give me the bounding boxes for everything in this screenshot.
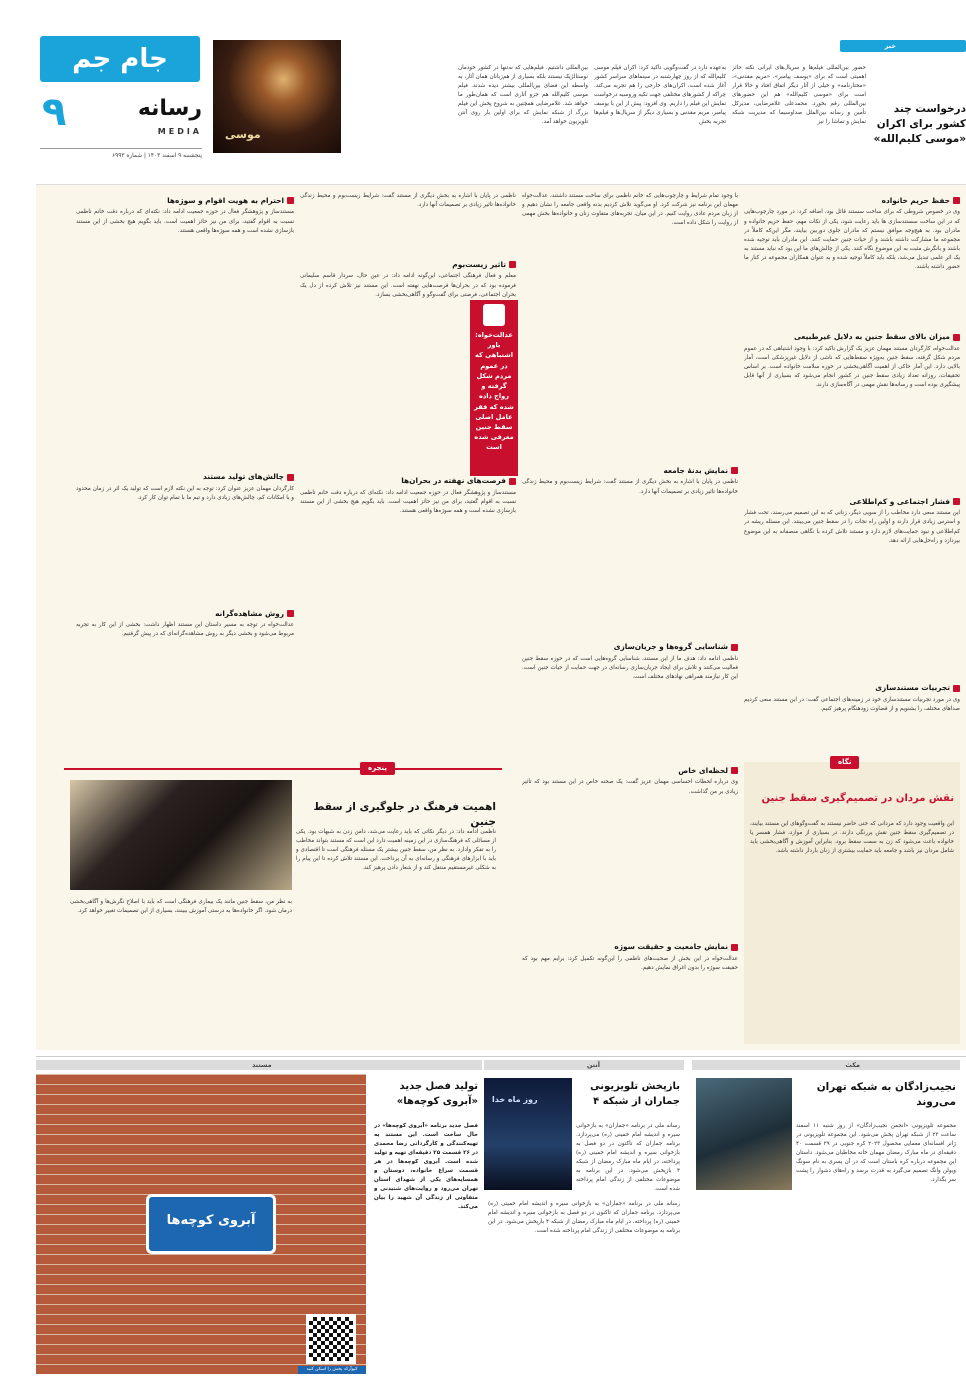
paragraph: ناظمی در پایان با اشاره به بخش دیگری از مستند گفت: شرایط زیست‌بوم و محیط زندگی خانواده‌ها تاثیر زیادی بر تصمیمات آنها دارد.: [522, 479, 738, 495]
main-col-2: [522, 192, 738, 752]
tv1-title: نجیب‌زادگان به شبکه تهران می‌روند: [816, 1081, 956, 1109]
subhead: فشار اجتماعی و کم‌اطلاعی: [849, 496, 950, 506]
paragraph: وی درباره لحظات احساسی مهمان عزیز گفت: یک صحنه خاص در این مستند بود که تأثیر زیادی بر من گذاشت.: [522, 779, 738, 795]
kicker-bar: [840, 40, 966, 52]
divider: [36, 1056, 966, 1057]
main-col-2-lower: [522, 762, 738, 1044]
section-icon: [287, 197, 294, 204]
subhead: نمایش بدنهٔ جامعه: [663, 466, 728, 475]
tv1-text: مجموعه تلویزیونی «انجمن نجیب‌زادگان» از روز شنبه ۱۱ اسفند ساعت ۲۳ از شبکه تهران پخش می‌شود. این مجموعه تلویزیونی در ژانر افسانه‌ای معمایی محصول ۲۰۲۳ کره جنوبی در ۲۹ قسمت ۴۰ دقیقه‌ای در ماه مبارک رمضان مهمان خانه مخاطبان می‌شود. داستان این مجموعه درباره کره باستان است که در آن پسری به نام سونگ وبولن وانگ تصمیم می‌گیرد به قدرت برسد و راه‌های دشوار را پشت سر بگذارد.: [796, 1123, 956, 1184]
subhead: میزان بالای سقط جنین به دلایل غیرطبیعی: [793, 332, 950, 342]
section-icon: [953, 498, 960, 505]
tv2-kicker: آنتن: [586, 1061, 600, 1069]
qr-caption: کیوآرکد پخش را اسکن کنید: [298, 1366, 366, 1374]
page-number: ۹: [42, 89, 67, 135]
section-icon: [509, 261, 516, 268]
tv3-title: تولید فصل جدید «آبروی کوچه‌ها»: [396, 1081, 478, 1107]
subhead: نمایش جامعیت و حقیقت سوژه: [614, 942, 728, 952]
section-icon: [731, 644, 738, 651]
top-story-col1: حضور بین‌المللی فیلم‌ها و سریال‌های ایرانی نکته حائز اهمیتی است که برای «یوسف پیامبر»، «مریم مقدس»، «مختارنامه» و خیلی از آثار دیگر اتفاق افتاد و حالا قرار است برای «موسی کلیم‌الله» هم این حضورهای بین‌المللی رقم بخورد. محمدعلی غلامرضایی، مدیرکل تأمین و رسانه بین‌الملل صداوسیما که مدیریت شبکه نمایش و تماشا را نیز: [732, 65, 866, 126]
subhead: فرصت‌های نهفته در بحران‌ها: [401, 476, 506, 486]
tv1-photo: [696, 1078, 792, 1190]
window-box: [64, 764, 502, 1042]
section-icon: [731, 944, 738, 951]
window-side-text: به نظر من، سقط جنین مانند یک بیماری فرهنگی است که باید با اصلاح نگرش‌ها و آگاهی‌بخشی درمان شود. اگر خانواده‌ها به درستی آموزش ببینند، بسیاری از این تصمیمات تغییر خواهد کرد.: [70, 899, 292, 915]
tv1-kicker: مکث: [845, 1061, 860, 1069]
street-sign: [146, 1194, 276, 1254]
subhead: احترام به هویت اقوام و سوژه‌ها: [167, 196, 284, 205]
subhead: تجربیات مستندسازی: [875, 683, 950, 693]
paragraph: معلم و فعال فرهنگی اجتماعی، این‌گونه ادامه داد: در عین حال، سردار قاسم سلیمانی فرموده بود که در بحران‌ها فرصت‌هایی نهفته است. این مستند نیز تلاش کرده از دل یک بحران اجتماعی، فرصتی برای گفت‌وگو و آگاهی‌بخشی بسازد.: [300, 273, 516, 298]
masthead: [36, 36, 206, 166]
glance-box: [744, 758, 960, 1044]
section-icon: [731, 467, 738, 474]
subhead: حفظ حریم خانواده: [881, 196, 950, 205]
tv2-photo-overlay: روز ماه خدا: [492, 1095, 538, 1104]
subhead: روش مشاهده‌گرانه: [215, 608, 284, 618]
logo: جام جم: [40, 36, 200, 82]
tv2-title: بازپخش تلویزیونی جماران از شبکه ۴: [590, 1081, 680, 1107]
tv1-box: [692, 1060, 960, 1376]
subhead: لحظه‌ای خاص: [678, 766, 728, 775]
paragraph: ناظمی ادامه داد: هدف ما از این مستند، شناسایی گروه‌هایی است که در حوزه سقط جنین فعالیت می‌کنند و تلاش برای ایجاد جریان‌سازی رسانه‌ای در جهت حمایت از حیات جنین است. این کار نیازمند همراهی نهادهای مختلف است.: [522, 655, 738, 681]
section-icon: [731, 767, 738, 774]
kicker-bar: [692, 1060, 960, 1070]
tv3-poster: [36, 1074, 366, 1374]
kicker: خبر: [884, 42, 896, 50]
section-icon: [287, 610, 294, 617]
paragraph: با وجود تمام شرایط و چارچوب‌هایی که خانم ناظمی برای ساخت مستند داشتند، عدالت‌خواه مهمان این برنامه نیز شرکت کرد. او می‌گوید تلاش کردیم بدنه واقعی جامعه را نشان دهیم و از زبان مردم عادی روایت کنیم. در این میان، تجربه‌های متفاوت زنان و خانواده‌ها بخش مهمی از روایت را شکل داده است.: [522, 193, 738, 227]
paragraph: وی در خصوص شروطی که برای ساخت سستند قائل بود، اضافه کرد: در مورد چارچوب‌هایی که در این ساخت سستند‌سازی ها باید رعایت شود، یکی از نکات مهم، حفظ حریم خانواده و مادران بود. به هیچ‌وجه موافق نیستم که مادران جلوی دوربین بیایند، مگر این‌که کاملاً در مجموعه ما مشارکت داشته باشند و از حیات جنین حمایت کنند. این مادران باید توجیه شده باشند و بانگرش مثبت به این موضوع نگاه کنند. یکی از چالش‌های ما این بود که نباید مستند به یک اثر علمی تبدیل می‌شد، بلکه باید کاملاً توجیه شده و به عنوان همکاران مجموعه در کنار ما حضور داشته باشند.: [744, 209, 960, 270]
pull-quote-text: عدالت‌خواه: باور اشتباهی که در عموم مردم شکل گرفته و رواج داده شده که فقر عامل اصلی سقط جنین معرفی شده است: [474, 331, 514, 452]
window-title: اهمیت فرهنگ در جلوگیری از سقط جنین: [313, 801, 496, 829]
top-story-title: درخواست چند کشور برای اکران «موسی کلیم‌الله»: [873, 103, 966, 146]
top-story-col2: به‌عهده دارد در گفت‌وگویی تأکید کرد: اکران فیلم موسی کلیم‌الله که از روز چهارشنبه در سینماهای سراسر کشور آغاز شده است، اکران‌های خارجی را هم تجربه می‌کند. چراکه از کشورهای مختلفی جهت تکیه وروسیه درخواست نمایش این فیلم را داریم. وی افزود: پیش از این با یوسف پیامبر، مریم مقدس و بسیاری دیگر از سریال‌ها و فیلم‌ها تجربه بخش: [594, 65, 726, 126]
main-col-4: [76, 192, 294, 752]
top-story: [346, 40, 966, 180]
tv2-text-cont: رسانه ملی در برنامه «جماران» به بازخوانی سیره و اندیشه امام خمینی (ره) می‌پردازد. برنامه جماران که تاکنون در دو فصل به بازخوانی سیره و اندیشه امام خمینی (ره) پرداخته، در ایام ماه مبارک رمضان از شبکه ۴ بازپخش می‌شود. در این برنامه به موضوعات مختلفی از زندگی امام پرداخته شده است.: [488, 1201, 680, 1235]
main-col-3: [300, 192, 516, 752]
subhead: شناسایی گروه‌ها و جریان‌سازی: [613, 642, 728, 652]
paragraph: ناظمی در پایان با اشاره به بخش دیگری از مستند گفت: شرایط زیست‌بوم و محیط زندگی خانواده‌ها تاثیر زیادی بر تصمیمات آنها دارد.: [300, 193, 516, 209]
paragraph: عدالت‌خواه در توجه به مسیر داستان این مستند اظهار داشت: بخشی از این کار به تجربه مربوط می‌شود و بخشی دیگر به روش مشاهده‌گرانه‌ای که در پیش گرفتیم.: [76, 622, 294, 638]
tv3-kicker: مستند: [252, 1061, 272, 1069]
section-icon: [953, 685, 960, 692]
qr-code[interactable]: [306, 1314, 356, 1364]
date-line: پنجشنبه ۹ اسفند ۱۴۰۳ | شماره ۶۹۹۳: [40, 148, 202, 161]
tv3-poster-title: آبروی کوچه‌ها: [166, 1213, 256, 1228]
kicker-bar: [484, 1060, 684, 1070]
glance-title: نقش مردان در تصمیم‌گیری سقط جنین: [761, 793, 954, 804]
section-title: رسانه: [137, 96, 202, 121]
window-text: ناظمی ادامه داد: در دیگر نکاتی که باید رعایت می‌شد، دامن زدن به شبهات بود. یکی از مسائلی که فرهنگ‌سازی در این زمینه اهمیت دارد این است که مستند بتواند مخاطب را به تفکر وادارد. به نظر من، سقط جنین بیشتر یک مسئله فرهنگی است تا اقتصادی و باید با ابزارهای فرهنگی و رسانه‌ای به آن پرداخت. این مستند تلاش کرده تا این پیام را به شکلی غیرمستقیم منتقل کند و از شعار دادن پرهیز کند.: [296, 829, 496, 872]
poster-photo: [213, 40, 341, 153]
window-label: پنجره: [360, 762, 395, 775]
section-icon: [953, 197, 960, 204]
tv2-box: [484, 1060, 684, 1376]
tv2-text: رسانه ملی در برنامه «جماران» به بازخوانی سیره و اندیشه امام خمینی (ره) می‌پردازد. برنامه جماران که تاکنون در دو فصل به بازخوانی سیره و اندیشه امام خمینی (ره) پرداخته، در ایام ماه مبارک رمضان از شبکه ۴ بازپخش می‌شود. در این برنامه به موضوعات مختلفی از زندگی امام پرداخته شده است.: [576, 1123, 680, 1193]
window-photo: [70, 780, 292, 890]
subhead: چالش‌های تولید مستند: [202, 472, 284, 482]
poster-caption: موسی: [225, 127, 261, 141]
paragraph: مستندساز و پژوهشگر فعال در حوزه جمعیت ادامه داد: نکته‌ای که درباره دقت خانم ناظمی نسبت به اقوام گفتید، برای من نیز حائز اهمیت است. باید بگویم هیچ بخشی از این مستند بازسازی نشده است و همه سوژه‌ها واقعی هستند.: [76, 209, 294, 234]
top-story-col3: بین‌المللی داشتیم. فیلم‌هایی که نه‌تنها در کشور خودمان نوستالژیک نیستند بلکه بسیاری از هم‌زبانان همان آثار، به واسطه این فضای بین‌المللی بیشتر دیده شدند. فیلم موسی کلیم‌الله هم جزو آثاری است که همان‌طور ما خواهد شد. غلامرضایی همچنین به شروع پخش این فیلم بزرگ از شبکه نمایش که برای اولین بار روی آنتن تلویزیون خواهد آمد.: [458, 65, 588, 126]
paragraph: این مستند سعی دارد مخاطب را از سویی دیگر، زنانی که به این تصمیم می‌رسند، تحت فشار و استرس زیادی قرار دارند و اولین راه نجات را در سقط جنین می‌بینند. این مسئله ریشه در کم‌اطلاعی و نبود حمایت‌های لازم دارد و مستند تلاش کرده با نگاهی منصفانه به این موضوع بپردازد و راه‌حل‌هایی ارائه دهد.: [744, 510, 960, 544]
paragraph: مستندساز و پژوهشگر فعال در حوزه جمعیت ادامه داد: نکته‌ای که درباره دقت خانم ناظمی نسبت به اقوام گفتید، برای من نیز حائز اهمیت است. باید بگویم هیچ بخشی از این مستند بازسازی نشده است و همه سوژه‌ها واقعی هستند.: [300, 489, 516, 515]
section-icon: [953, 334, 960, 341]
tv3-text: فصل جدید برنامه «آبروی کوچه‌ها» در حال ساخت است. این مستند به تهیه‌کنندگی و کارگردانی رضا محمدی در ۲۶ قسمت ۲۵ دقیقه‌ای تهیه و تولید شده است. آبروی کوچه‌ها در هر قسمت سراغ خانواده، دوستان و همسایه‌های یکی از شهدای استان تهران می‌رود و روایت‌های شنیدنی و متفاوتی از زندگی آن شهید را بیان می‌کند.: [374, 1123, 478, 1211]
tv2-photo: [484, 1078, 572, 1190]
paragraph: وی در مورد تجربیات مستندسازی خود در زمینه‌های اجتماعی گفت: در این مستند سعی کردیم صداهای مختلف را بشنویم و از قضاوت زودهنگام پرهیز کنیم.: [744, 696, 960, 712]
glance-label: نگاه: [830, 756, 859, 769]
tv3-box: [36, 1060, 482, 1376]
paragraph: عدالت‌خواه، کارگردان مستند مهمان عزیز یک گزارش تاکید کرد: با وجود اشتباهی که در عموم مردم شکل گرفته، سقط جنین به‌ویژه سقط‌هایی که ناشی از دلایل غیرپزشکی است، آمار بالایی دارد. این آمار حاکی از اهمیت آگاهی‌بخشی در حوزه سلامت خانواده است. بر اساس تحقیقات، روزانه تعداد زیادی سقط جنین در کشور انجام می‌شود که بسیاری از آنها قابل پیشگیری بوده است و رسانه‌ها نقش مهمی در آگاه‌سازی دارند.: [744, 345, 960, 389]
paragraph: کارگردان مهمان عزیز عنوان کرد: توجه به این نکته لازم است که تولید یک اثر در زمان محدود و با امکانات کم، چالش‌های زیادی دارد و تیم ما با تمام توان کار کرد.: [76, 485, 294, 501]
main-col-1: [744, 192, 960, 752]
section-icon: [287, 474, 294, 481]
glance-text: این واقعیت وجود دارد که مردانی که حتی حاضر نیستند به گفت‌وگوهای این مستند بیایند، در تصمیم‌گیری سقط جنین نقش پررنگی دارند. در بسیاری از موارد، فشار همسر یا خانواده باعث می‌شود که زن به سمت سقط برود. بنابراین آموزش و آگاهی‌بخشی باید شامل مردان نیز باشد و جامعه باید حمایت بیشتری از زنان باردار داشته باشد.: [750, 821, 954, 855]
section-title-en: MEDIA: [157, 127, 202, 136]
paragraph: عدالت‌خواه در این بخش از صحبت‌های ناظمی را این‌گونه تکمیل کرد: برایم مهم بود که حقیقت سوژه را بدون اغراق نمایش دهیم.: [522, 955, 738, 971]
subhead: تاثیر زیست‌بوم: [452, 260, 506, 269]
section-icon: [509, 478, 516, 485]
